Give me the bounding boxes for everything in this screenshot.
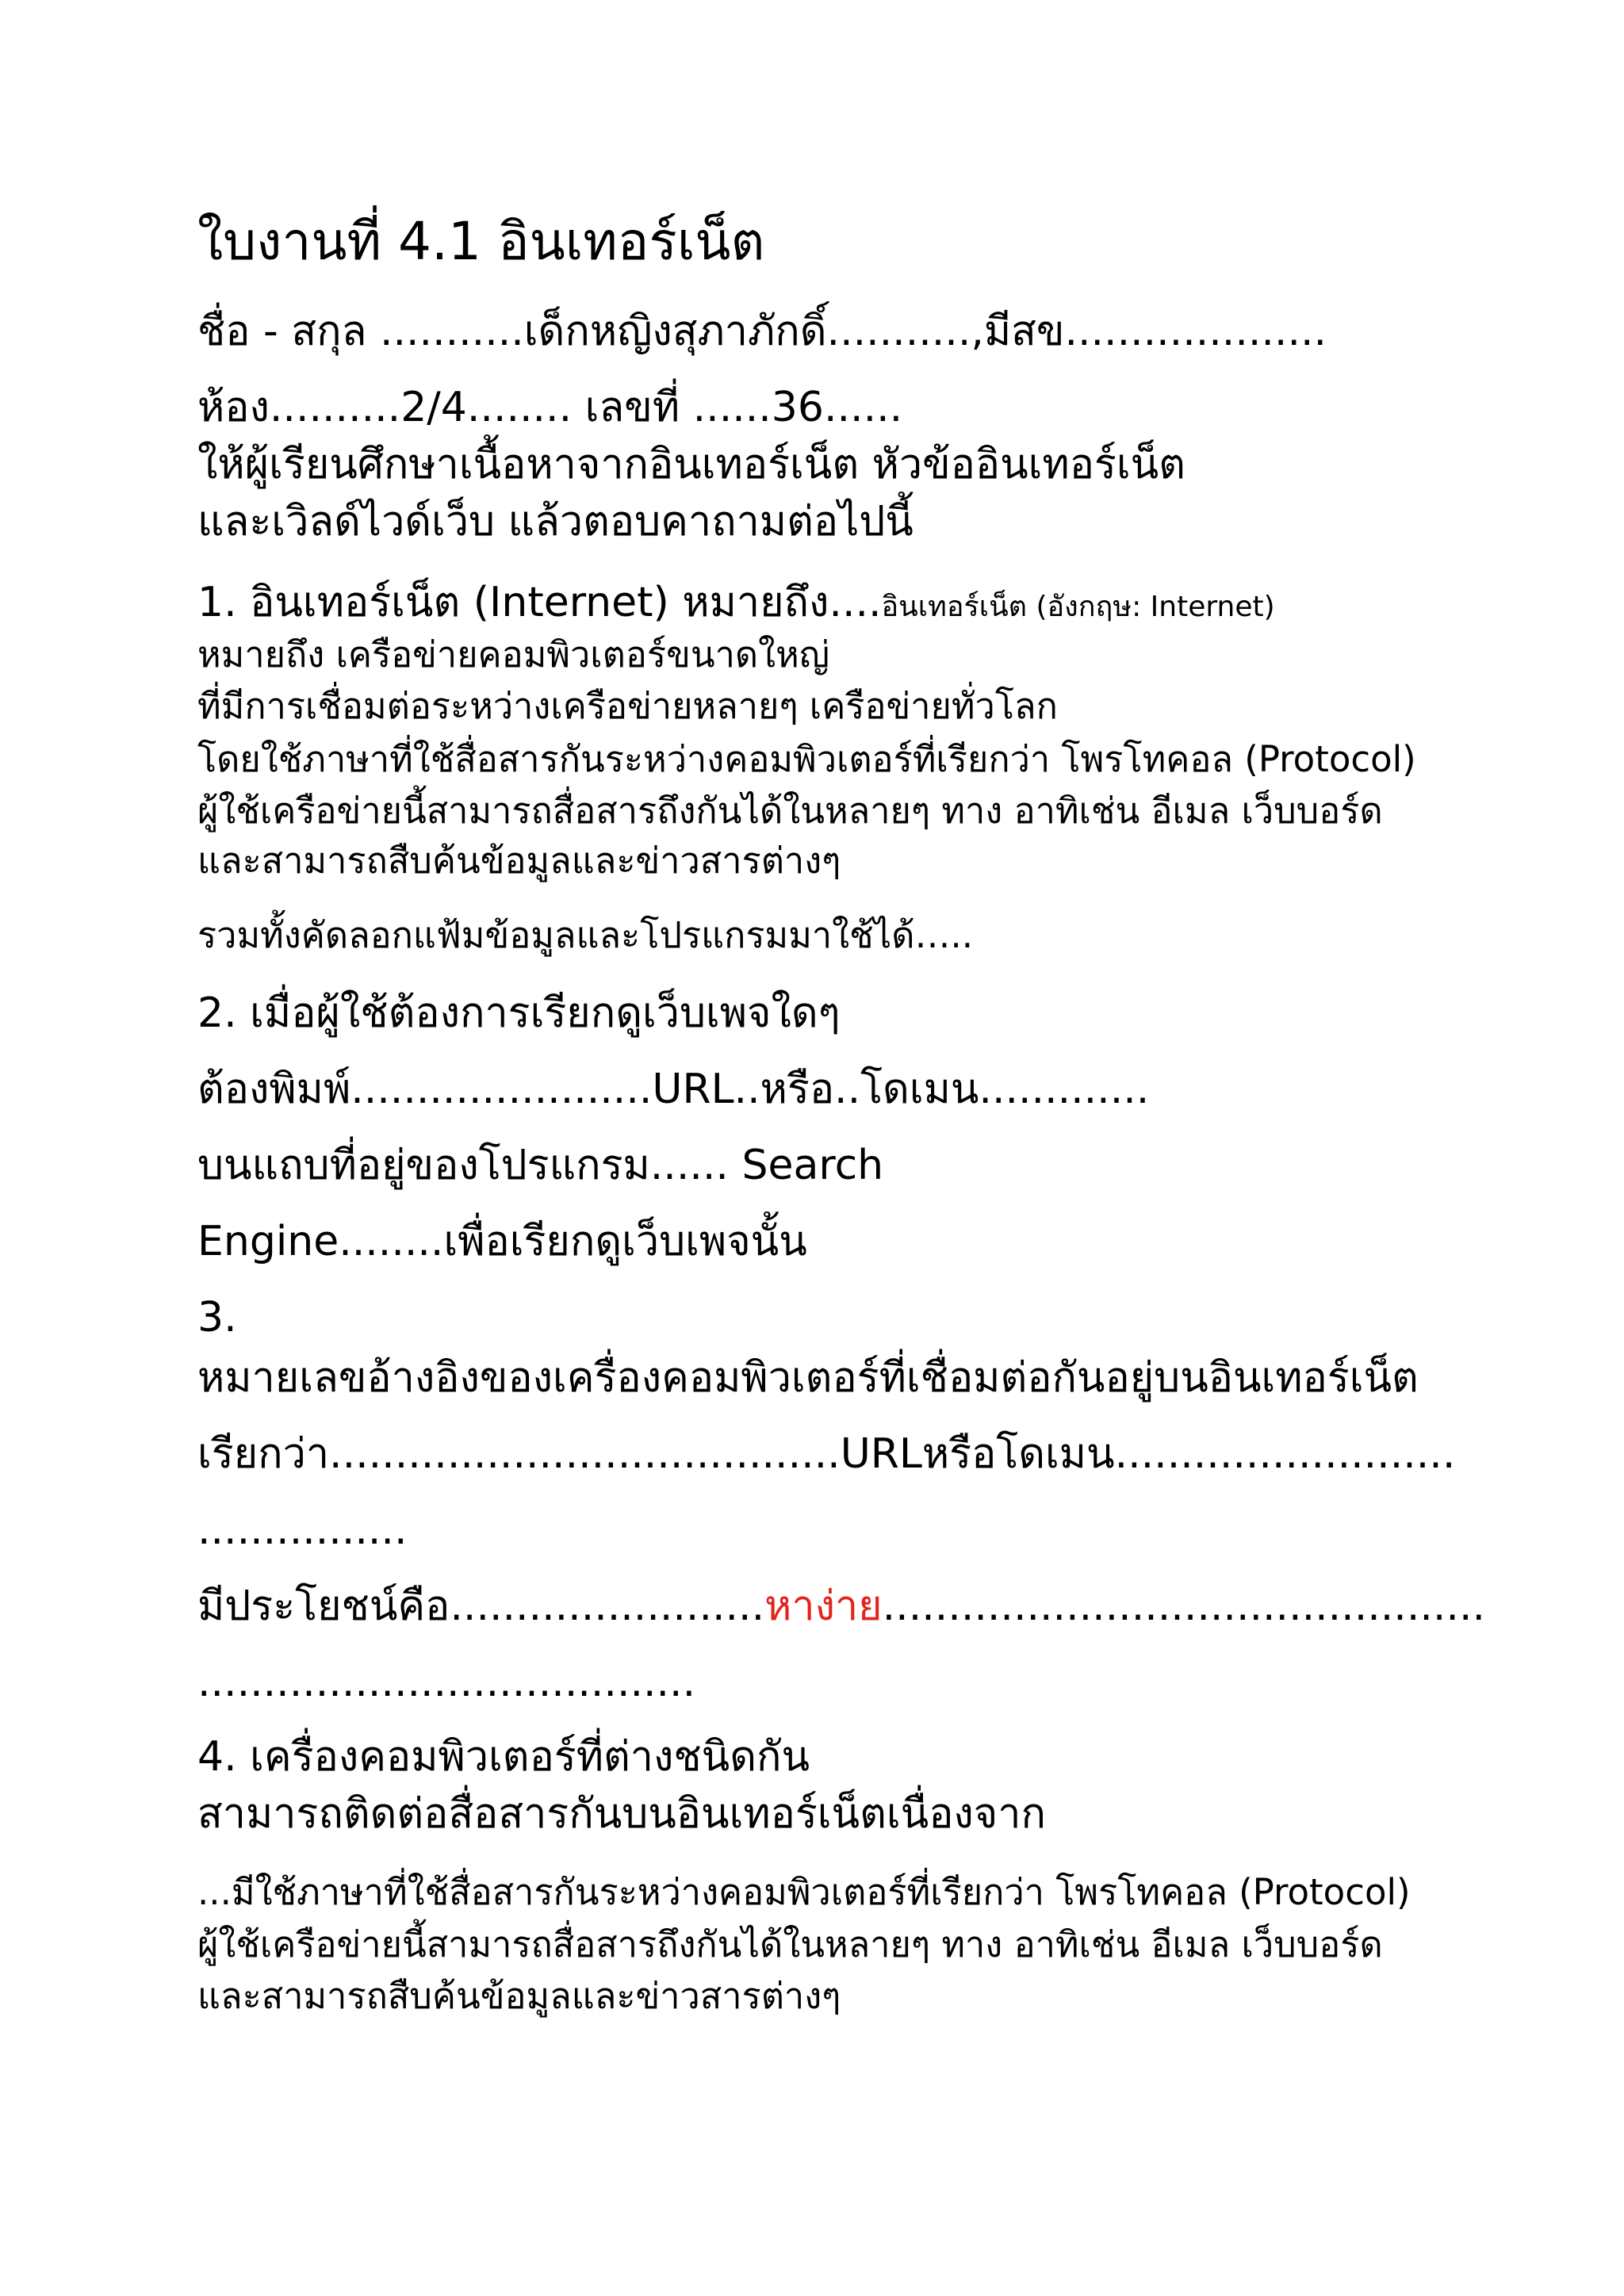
q1-answer-line: ที่มีการเชื่อมต่อระหว่างเครือข่ายหลายๆ เครือข่ายทั่วโลก [197, 685, 1058, 727]
q3-benefit-line [197, 1582, 1486, 1630]
q1-answer-inline: อินเทอร์เน็ต (อังกฤษ: Internet) [881, 591, 1275, 623]
q2-line: บนแถบที่อยู่ของโปรแกรม...... Search [197, 1142, 884, 1189]
q1-answer-line: หมายถึง เครือข่ายคอมพิวเตอร์ขนาดใหญ่ [197, 633, 830, 675]
q3-line: เรียกว่า.......................................URLหรือโดเมน.......................... [197, 1430, 1456, 1478]
q2-line: ต้องพิมพ์.......................URL..หรือ..โดเมน............. [197, 1066, 1150, 1113]
q3-benefit-suffix: .............................................. [882, 1582, 1486, 1630]
q4-answer-line: และสามารถสืบค้นข้อมูลและข่าวสารต่างๆ [197, 1975, 841, 2017]
page-title: ใบงานที่ 4.1 อินเทอร์เน็ต [197, 211, 765, 272]
q1-answer-text: โดยใช้ภาษาที่ใช้สื่อสารกันระหว่างคอมพิวเตอร์ที่เรียกว่า โพรโทคอล (Protocol) [197, 738, 1416, 780]
q1-question: 1. อินเทอร์เน็ต (Internet) หมายถึง.... [197, 579, 882, 626]
q3-trailing-dots: ...................................... [197, 1659, 696, 1706]
q4-question-line: สามารถติดต่อสื่อสารกันบนอินเทอร์เน็ตเนื่องจาก [197, 1790, 1046, 1838]
q4-answer-line: ผู้ใช้เครือข่ายนี้สามารถสื่อสารถึงกันได้ในหลายๆ ทาง อาทิเช่น อีเมล เว็บบอร์ด [197, 1923, 1383, 1965]
q1-answer-line [197, 738, 1416, 780]
q2-line: 2. เมื่อผู้ใช้ต้องการเรียกดูเว็บเพจใดๆ [197, 989, 841, 1037]
q4-answer-line: ...มีใช้ภาษาที่ใช้สื่อสารกันระหว่างคอมพิวเตอร์ที่เรียกว่า โพรโทคอล (Protocol) [197, 1871, 1411, 1913]
q1-answer-line: รวมทั้งคัดลอกแฟ้มข้อมูลและโปรแกรมมาใช้ได้….. [197, 914, 974, 956]
q3-line: 3. [197, 1294, 237, 1341]
q3-line: หมายเลขอ้างอิงของเครื่องคอมพิวเตอร์ที่เชื่อมต่อกันอยู่บนอินเทอร์เน็ต [197, 1354, 1419, 1402]
q3-benefit-answer: หาง่าย [764, 1582, 883, 1630]
q2-line: Engine........เพื่อเรียกดูเว็บเพจนั้น [197, 1218, 807, 1265]
q3-line: ................ [197, 1506, 408, 1554]
q4-question-line: 4. เครื่องคอมพิวเตอร์ที่ต่างชนิดกัน [197, 1733, 810, 1781]
instruction-line: ให้ผู้เรียนศึกษาเนื้อหาจากอินเทอร์เน็ต หัวข้ออินเทอร์เน็ต [197, 441, 1185, 488]
q1-question-line [197, 579, 1275, 626]
q1-answer-line: และสามารถสืบค้นข้อมูลและข่าวสารต่างๆ [197, 840, 841, 882]
q1-answer-line: ผู้ใช้เครือข่ายนี้สามารถสื่อสารถึงกันได้ในหลายๆ ทาง อาทิเช่น อีเมล เว็บบอร์ด [197, 790, 1383, 832]
instruction-line: และเวิลด์ไวด์เว็บ แล้วตอบคาถามต่อไปนี้ [197, 498, 914, 545]
class-line: ห้อง..........2/4........ เลขที่ ......36...... [197, 384, 903, 431]
name-line: ชื่อ - สกุล ...........เด็กหญิงสุภาภักดิ์...........,มีสข.................... [197, 308, 1327, 355]
q3-benefit-prefix: มีประโยชน์คือ........................ [197, 1582, 765, 1630]
